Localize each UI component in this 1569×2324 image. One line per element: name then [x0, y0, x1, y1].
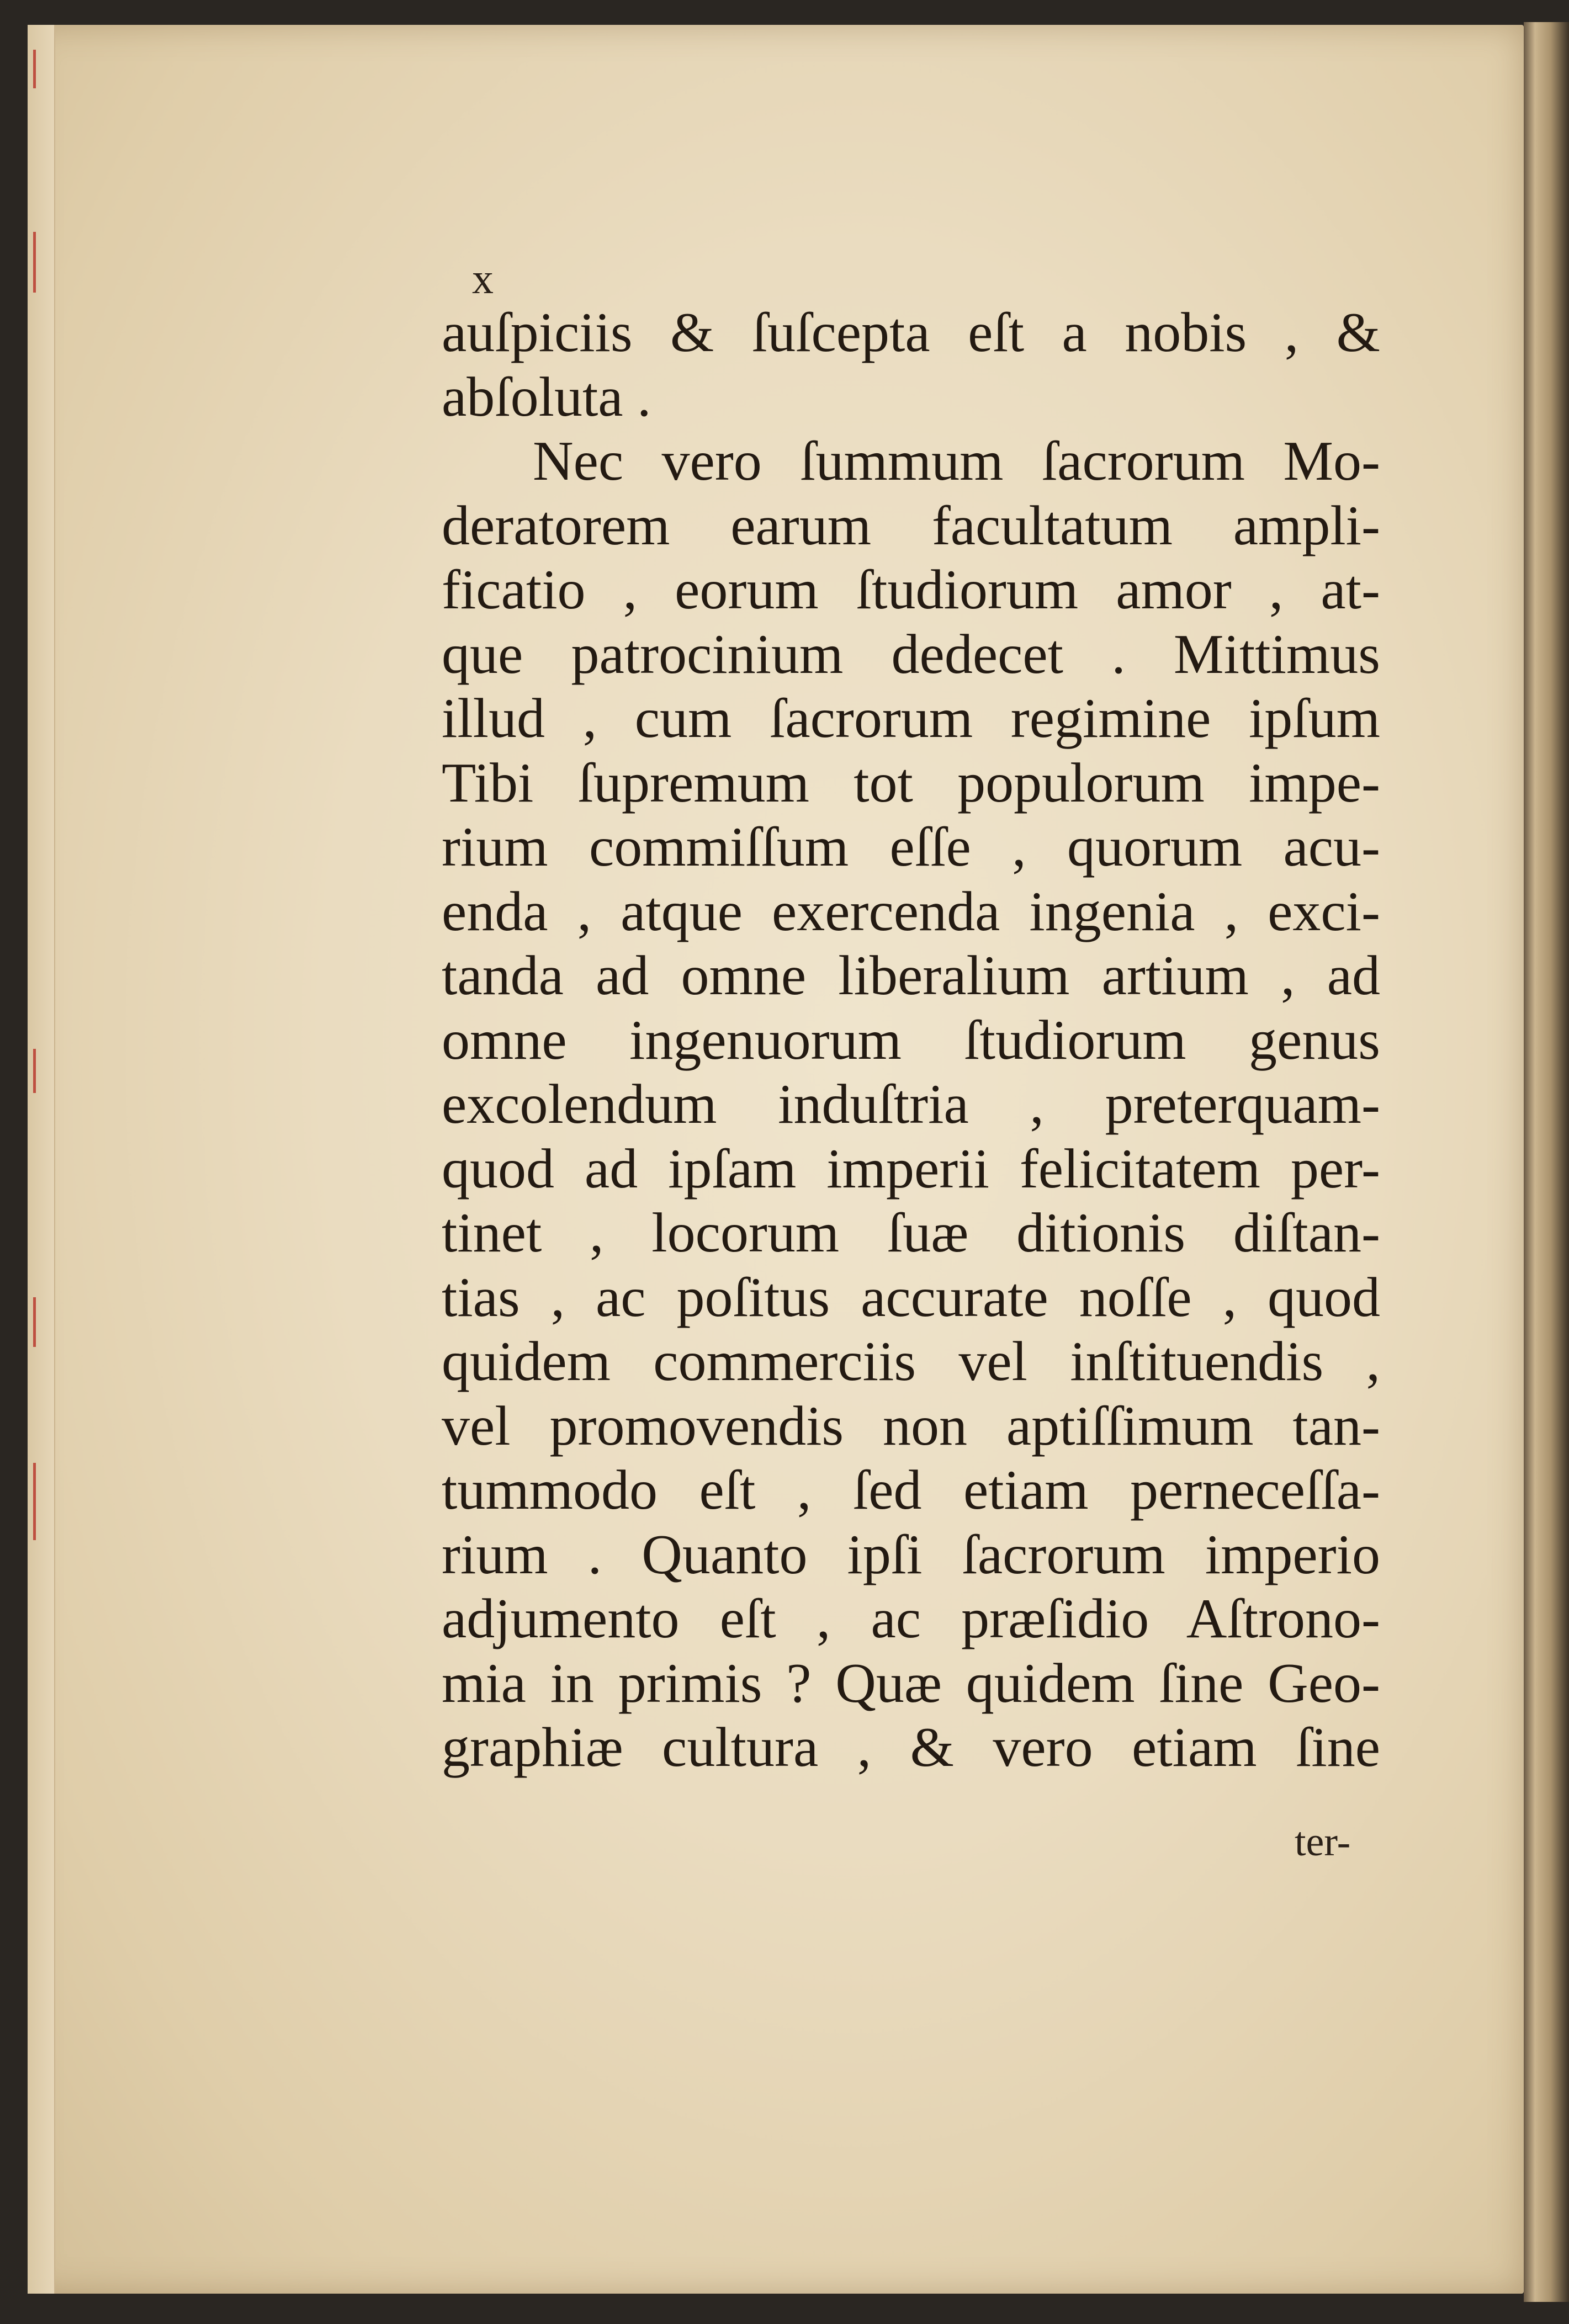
- text-line: tias , ac poſitus accurate noſſe , quod: [442, 1266, 1380, 1329]
- red-edge-mark: [33, 50, 36, 88]
- text-line: Nec vero ſummum ſacrorum Mo-: [533, 430, 1380, 492]
- text-line: graphiæ cultura , & vero etiam ſine: [442, 1716, 1380, 1779]
- red-edge-mark: [33, 1463, 36, 1540]
- text-line: auſpiciis & ſuſcepta eſt a nobis , &: [442, 301, 1380, 364]
- page-left-edge: [28, 25, 55, 2294]
- red-edge-mark: [33, 1049, 36, 1093]
- text-line: illud , cum ſacrorum regimine ipſum: [442, 687, 1380, 750]
- text-line: enda , atque exercenda ingenia , exci-: [442, 880, 1380, 943]
- text-line: Tibi ſupremum tot populorum impe-: [442, 751, 1380, 814]
- text-line: rium . Quanto ipſi ſacrorum imperio: [442, 1523, 1380, 1586]
- text-line: tanda ad omne liberalium artium , ad: [442, 945, 1380, 1007]
- text-line: mia in primis ? Quæ quidem ſine Geo-: [442, 1652, 1380, 1715]
- text-line: abſoluta .: [442, 365, 651, 428]
- text-line: vel promovendis non aptiſſimum tan-: [442, 1394, 1380, 1457]
- text-line: ficatio , eorum ſtudiorum amor , at-: [442, 559, 1380, 621]
- text-line: quidem commerciis vel inſtituendis ,: [442, 1330, 1380, 1393]
- text-line: quod ad ipſam imperii felicitatem per-: [442, 1137, 1380, 1200]
- body-text: [442, 301, 1380, 1780]
- text-line: deratorem earum facultatum ampli-: [442, 494, 1380, 557]
- text-line: tinet , locorum ſuæ ditionis diſtan-: [442, 1202, 1380, 1264]
- text-line: omne ingenuorum ſtudiorum genus: [442, 1009, 1380, 1071]
- text-line: que patrocinium dedecet . Mittimus: [442, 623, 1380, 686]
- text-line: excolendum induſtria , preterquam-: [442, 1073, 1380, 1136]
- book-spine-edge: [1524, 22, 1569, 2302]
- red-edge-mark: [33, 232, 36, 293]
- text-line: tummodo eſt , ſed etiam perneceſſa-: [442, 1459, 1380, 1521]
- page-number: x: [472, 254, 494, 303]
- text-line: rium commiſſum eſſe , quorum acu-: [442, 816, 1380, 878]
- catchword: ter-: [1295, 1819, 1351, 1865]
- red-edge-mark: [33, 1297, 36, 1347]
- text-line: adjumento eſt , ac præſidio Aſtrono-: [442, 1588, 1380, 1650]
